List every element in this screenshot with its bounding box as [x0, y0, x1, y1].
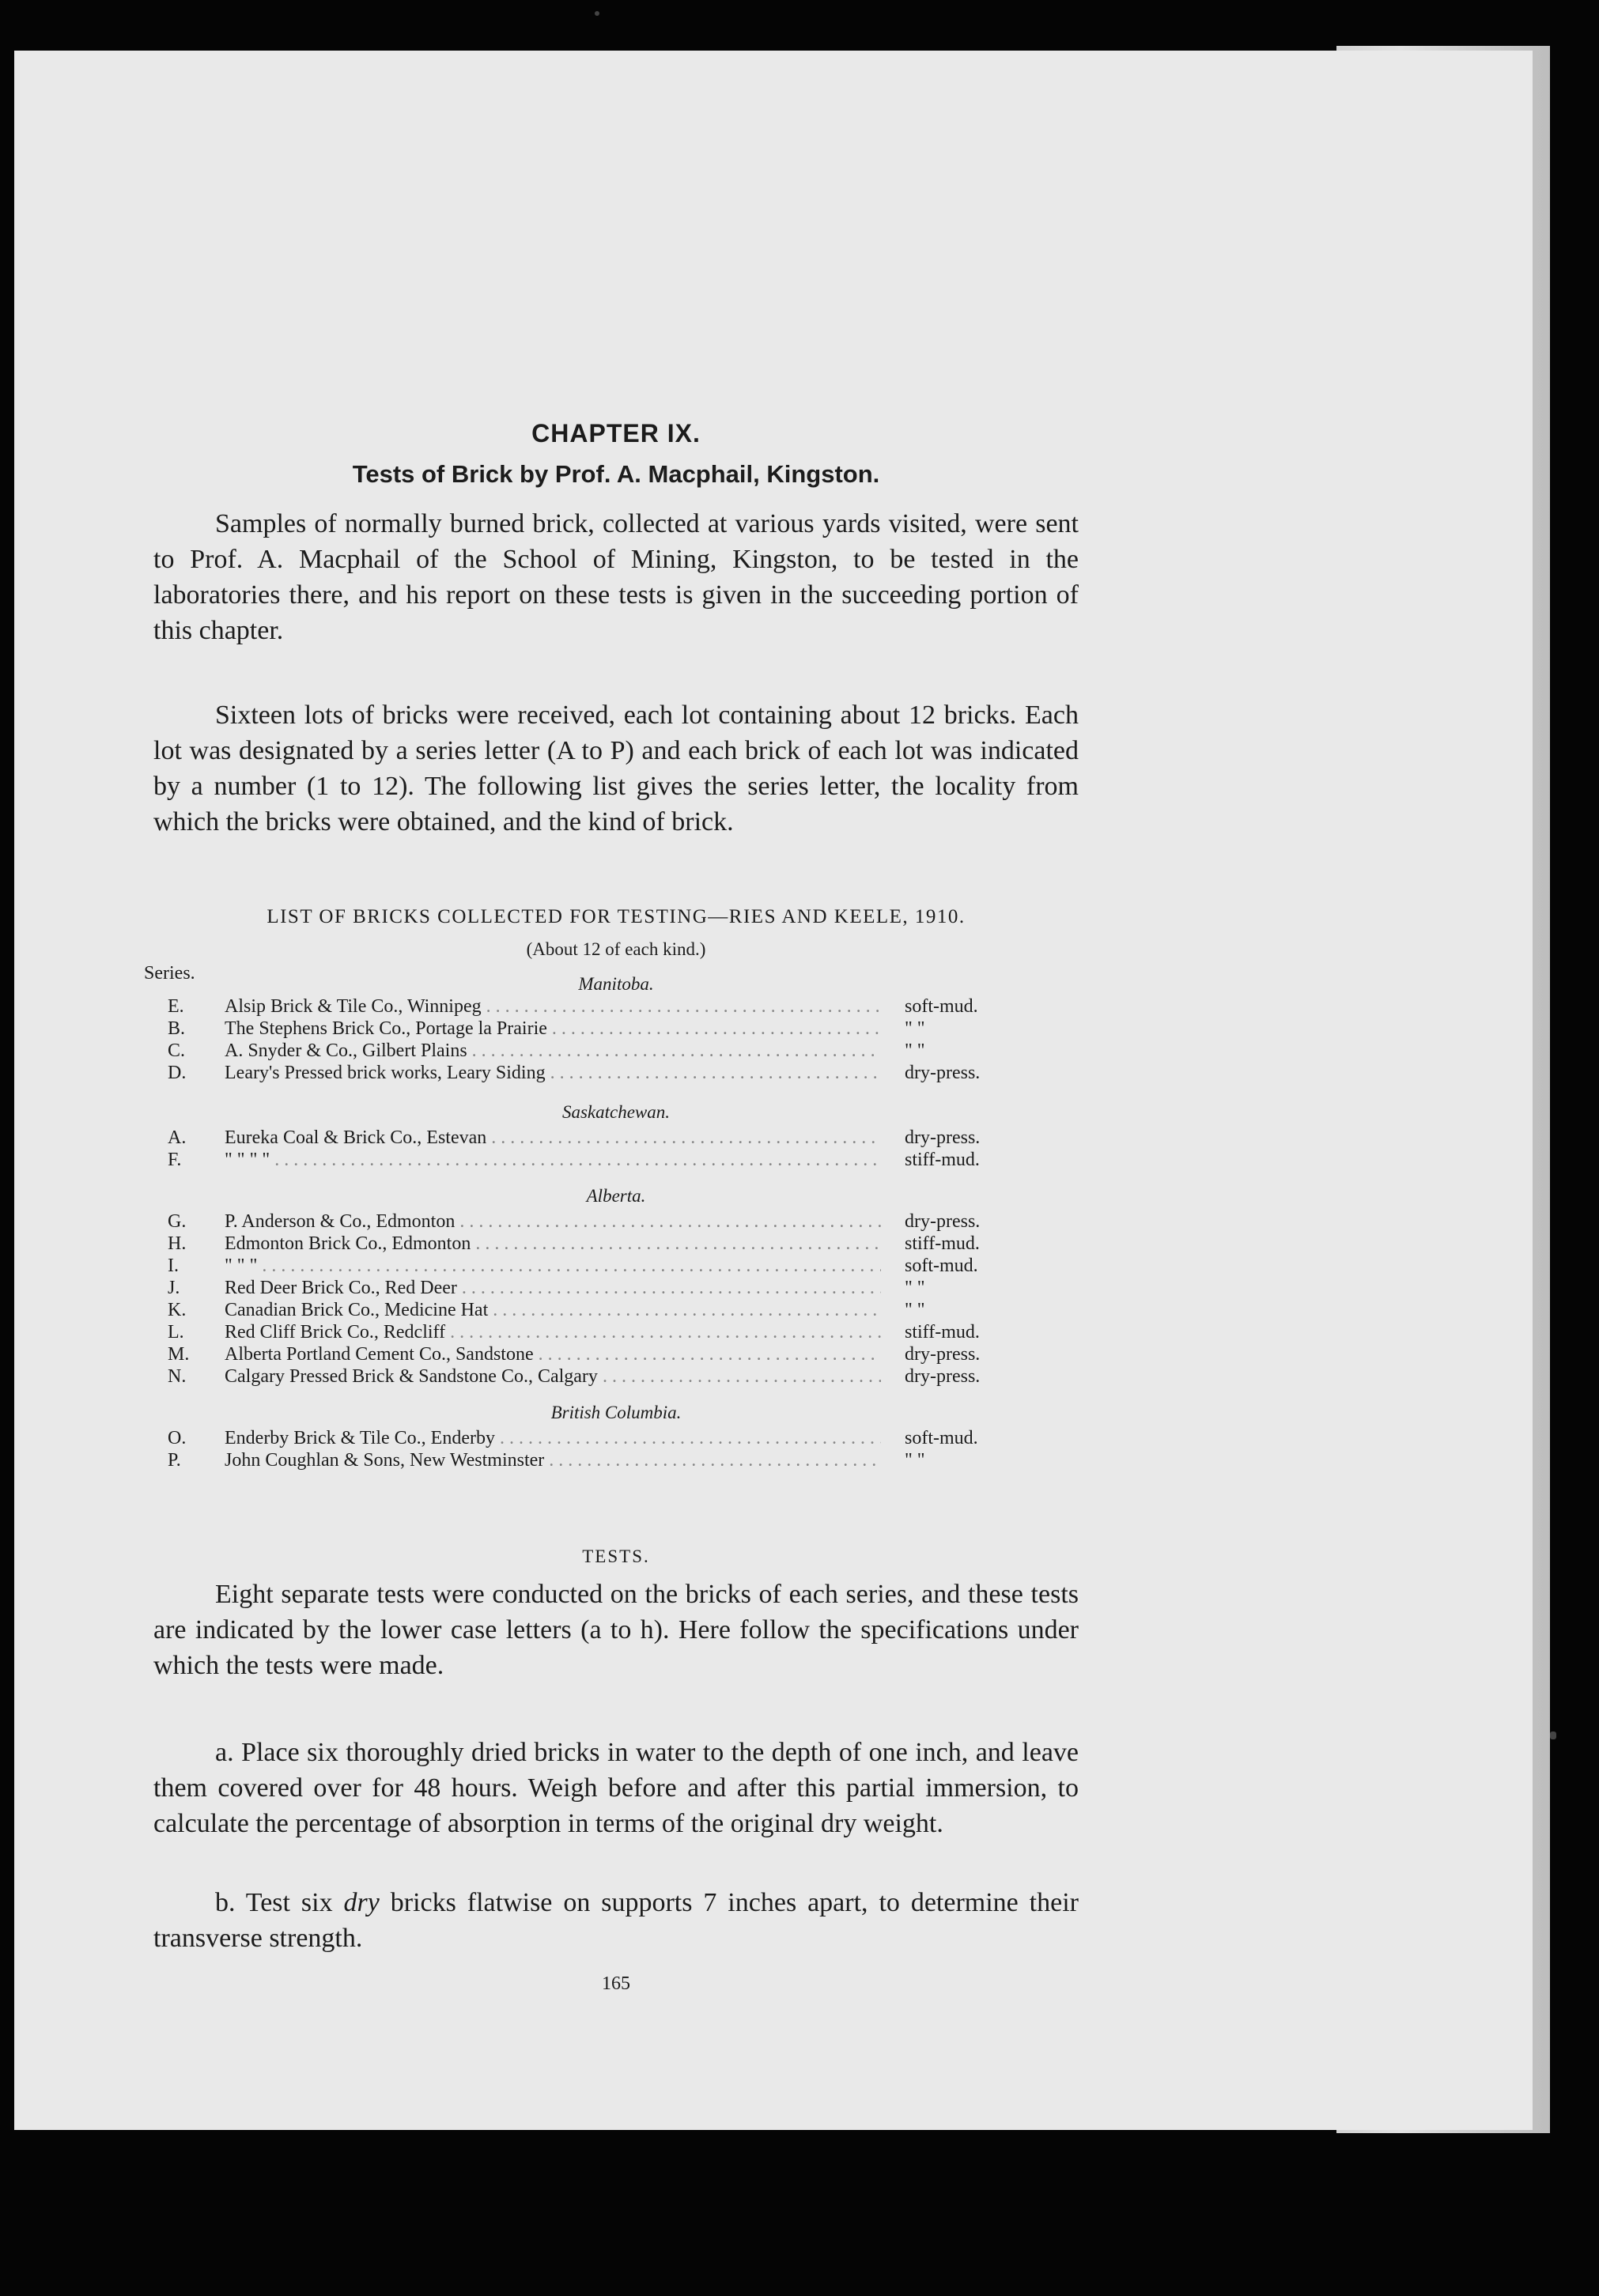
brick-source: A. Snyder & Co., Gilbert Plains . . . [225, 1040, 881, 1062]
brick-kind: " " [905, 1450, 925, 1471]
series-letter: G. [168, 1211, 187, 1232]
brick-kind: " " [905, 1018, 925, 1039]
list-item [153, 1063, 1079, 1085]
brick-source: Edmonton Brick Co., Edmonton . . . [225, 1233, 881, 1255]
brick-source: Canadian Brick Co., Medicine Hat . . . [225, 1300, 881, 1321]
scanned-page [14, 51, 1533, 2130]
chapter-subtitle: Tests of Brick by Prof. A. Macphail, Kingston. [352, 460, 880, 488]
scan-speck [595, 11, 599, 16]
brick-source: Alberta Portland Cement Co., Sandstone . . . [225, 1344, 881, 1365]
series-letter: A. [168, 1127, 187, 1148]
brick-source: Calgary Pressed Brick & Sandstone Co., Calgary . . . [225, 1366, 881, 1388]
list-item [153, 1344, 1079, 1366]
list-item [153, 1040, 1079, 1063]
brick-kind: stiff-mud. [905, 1322, 980, 1342]
brick-kind: " " [905, 1300, 925, 1320]
series-letter: J. [168, 1278, 180, 1298]
list-item [153, 1300, 1079, 1322]
brick-source: Leary's Pressed brick works, Leary Siding . . . [225, 1063, 881, 1084]
lots-paragraph [153, 697, 1079, 840]
brick-kind: soft-mud. [905, 1428, 978, 1448]
series-letter: O. [168, 1428, 187, 1448]
intro-paragraph [153, 506, 1079, 648]
tests-intro-paragraph [153, 1577, 1079, 1683]
series-letter: I. [168, 1256, 179, 1276]
list-item [153, 996, 1079, 1018]
brick-source: John Coughlan & Sons, New Westminster . . . [225, 1450, 881, 1471]
brick-kind: soft-mud. [905, 996, 978, 1017]
list-item [153, 1256, 1079, 1278]
region-heading-british-columbia: British Columbia. [550, 1403, 682, 1422]
list-item [153, 1450, 1079, 1472]
list-item [153, 1428, 1079, 1450]
page-number: 165 [602, 1973, 630, 1994]
brick-kind: soft-mud. [905, 1256, 978, 1276]
chapter-heading: CHAPTER IX. [531, 419, 701, 447]
series-letter: F. [168, 1150, 182, 1170]
brick-source: Eureka Coal & Brick Co., Estevan . . . [225, 1127, 881, 1149]
tests-heading: TESTS. [582, 1546, 650, 1566]
brick-source: P. Anderson & Co., Edmonton . . . [225, 1211, 881, 1233]
brick-kind: dry-press. [905, 1127, 981, 1148]
series-letter: C. [168, 1040, 186, 1061]
region-heading-alberta: Alberta. [586, 1186, 646, 1206]
series-letter: L. [168, 1322, 184, 1342]
brick-kind: " " [905, 1278, 925, 1298]
series-column-label: Series. [144, 963, 195, 984]
series-letter: P. [168, 1450, 181, 1471]
series-letter: N. [168, 1366, 187, 1387]
list-item [153, 1211, 1079, 1233]
series-letter: M. [168, 1344, 190, 1365]
brick-source: Enderby Brick & Tile Co., Enderby . . . [225, 1428, 881, 1449]
series-letter: D. [168, 1063, 187, 1083]
brick-kind: dry-press. [905, 1211, 981, 1232]
paragraph-text: Samples of normally burned brick, collected at various yards visited, were sent to Prof. A. Macphail of the School of Mining, Kingston, to be tested in the laboratories there, and his report on these tests is given in the succeeding portion of this chapter. [153, 509, 1079, 645]
brick-kind: dry-press. [905, 1063, 981, 1083]
list-subtitle: (About 12 of each kind.) [526, 939, 706, 959]
list-item [153, 1366, 1079, 1388]
test-b-paragraph [153, 1885, 1079, 1956]
scan-speck [1550, 1731, 1556, 1739]
brick-source: Red Cliff Brick Co., Redcliff . . . [225, 1322, 881, 1343]
brick-source: " " " " . . . [225, 1150, 881, 1171]
brick-kind: " " [905, 1040, 925, 1061]
brick-kind: stiff-mud. [905, 1233, 980, 1254]
paragraph-text: a. Place six thoroughly dried bricks in water to the depth of one inch, and leave them covered over for 48 hours. Weigh before and after this partial immersion, to calculate the percentage of absorption in terms of the original dry weight. [153, 1738, 1079, 1838]
series-letter: H. [168, 1233, 187, 1254]
series-letter: K. [168, 1300, 187, 1320]
brick-source: The Stephens Brick Co., Portage la Prairie . . . [225, 1018, 881, 1040]
list-item [153, 1150, 1079, 1172]
list-title: LIST OF BRICKS COLLECTED FOR TESTING—RIES AND KEELE, 1910. [266, 906, 966, 927]
region-heading-saskatchewan: Saskatchewan. [561, 1102, 671, 1122]
text-run: b. Test six [215, 1888, 344, 1917]
series-letter: B. [168, 1018, 186, 1039]
list-item [153, 1322, 1079, 1344]
test-a-paragraph [153, 1735, 1079, 1841]
brick-source: " " " . . . [225, 1256, 881, 1277]
paragraph-text: Eight separate tests were conducted on the bricks of each series, and these tests are indicated by the lower case letters (a to h). Here follow the specifications under which the tests were made. [153, 1580, 1079, 1680]
brick-kind: dry-press. [905, 1366, 981, 1387]
paragraph-text: Sixteen lots of bricks were received, each lot containing about 12 bricks. Each lot was designated by a series letter (A to P) and each brick of each lot was indicated by a number (1 to 12). The following list gives the series letter, the locality from which the bricks were obtained, and the kind of brick. [153, 701, 1079, 836]
list-item [153, 1233, 1079, 1256]
text-run: bricks flatwise on supports 7 inches apart, to determine their transverse strength. [153, 1888, 1079, 1953]
italic-word: dry [343, 1888, 380, 1917]
brick-kind: dry-press. [905, 1344, 981, 1365]
list-item [153, 1278, 1079, 1300]
region-heading-manitoba: Manitoba. [578, 974, 654, 994]
brick-source: Alsip Brick & Tile Co., Winnipeg . . . [225, 996, 881, 1018]
series-letter: E. [168, 996, 184, 1017]
brick-kind: stiff-mud. [905, 1150, 980, 1170]
list-item [153, 1127, 1079, 1150]
list-item [153, 1018, 1079, 1040]
brick-source: Red Deer Brick Co., Red Deer . . . [225, 1278, 881, 1299]
paragraph-text [153, 1885, 1079, 1956]
